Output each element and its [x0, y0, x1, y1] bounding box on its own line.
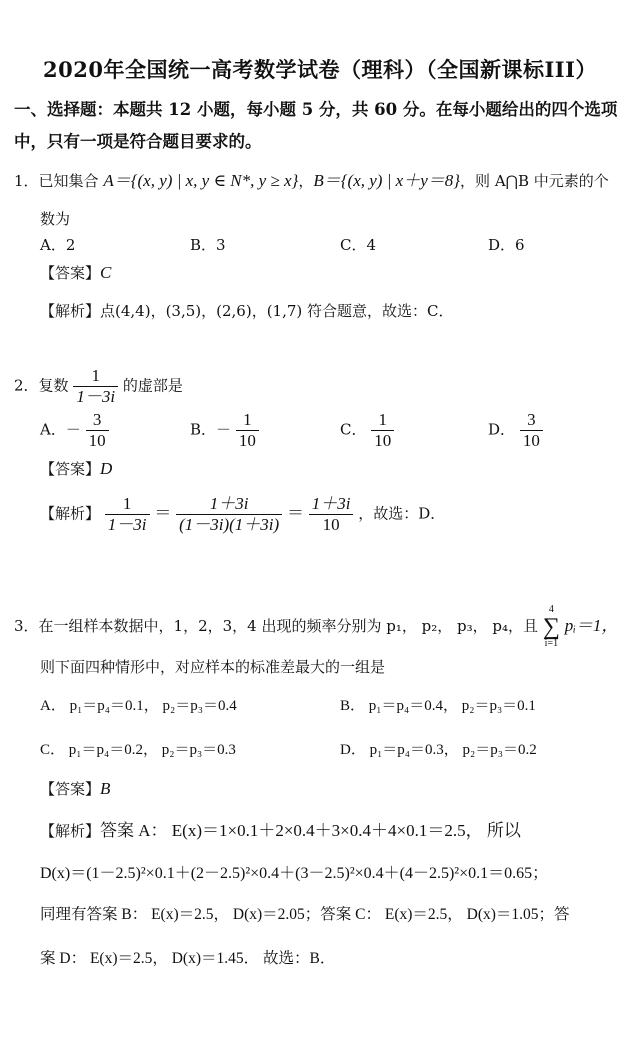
option-a: A．2 — [40, 236, 76, 254]
analysis-text: 答案 A： E(x)＝1×0.1＋2×0.4＋3×0.4＋4×0.1＝2.5， 所以 — [100, 821, 521, 840]
stem-text: ，则 A⋂B 中元素的个 — [460, 172, 609, 190]
analysis-line — [40, 300, 454, 321]
answer-label: 【答案】 — [40, 780, 101, 798]
option-b — [190, 410, 259, 451]
fraction-numerator: 3 — [86, 410, 109, 431]
question-1-stem-continued: 数为 — [40, 210, 71, 228]
summation-lower: i=1 — [544, 638, 559, 649]
fraction-numerator: 3 — [520, 410, 543, 431]
fraction-numerator: 1＋3i — [309, 494, 354, 515]
stem-text: 已知集合 — [38, 172, 99, 190]
analysis-line — [40, 816, 521, 841]
question-2-stem — [14, 366, 183, 407]
fraction-denominator: 10 — [238, 431, 256, 450]
option-d: D．6 — [488, 236, 525, 254]
analysis-line-2: D(x)＝(1－2.5)²×0.1＋(2－2.5)²×0.4＋(3－2.5)²×0.4＋(4－2.5)²×0.1＝0.65； — [40, 865, 549, 882]
analysis-label: 【解析】 — [40, 822, 101, 840]
stem-text: 在一组样本数据中，1，2，3，4 出现的频率分别为 p₁， p₂， p₃， p₄，且 — [38, 617, 539, 635]
option-label: D． — [488, 420, 516, 439]
question-number: 2． — [14, 376, 39, 395]
analysis-text: 点(4,4)，(3,5)，(2,6)，(1,7) 符合题意，故选：C． — [100, 302, 454, 320]
option-fraction — [371, 410, 394, 451]
option-c: C．4 — [340, 236, 377, 254]
set-a: A＝{(x, y) | x, y ∈ N*, y ≥ x} — [103, 171, 299, 190]
separator: ， — [298, 172, 314, 190]
fraction-denominator: 10 — [374, 431, 392, 450]
option-c: C． p₁＝p₄＝0.2， p₂＝p₃＝0.3 — [40, 742, 236, 758]
question-number: 1． — [14, 172, 39, 190]
answer-value: B — [100, 779, 111, 798]
analysis-line-4: 案 D： E(x)＝2.5， D(x)＝1.45． 故选：B． — [40, 950, 336, 967]
sigma: ∑ — [542, 614, 560, 640]
answer-value: C — [100, 263, 112, 282]
fraction-numerator: 1 — [371, 410, 394, 431]
question-3-stem — [14, 604, 618, 650]
complex-fraction — [73, 366, 118, 407]
question-1-stem — [14, 166, 609, 191]
analysis-fraction-3 — [309, 494, 354, 535]
question-3-stem-continued: 则下面四种情形中，对应样本的标准差最大的一组是 — [40, 658, 386, 676]
analysis-fraction-1 — [105, 494, 150, 535]
option-d — [488, 410, 543, 451]
fraction-numerator: 1 — [73, 366, 118, 387]
option-fraction — [520, 410, 543, 451]
analysis-label: 【解析】 — [40, 504, 101, 523]
analysis-tail: ，故选：D． — [358, 504, 446, 523]
option-b: B．3 — [190, 236, 226, 254]
fraction-numerator: 1 — [236, 410, 259, 431]
option-fraction — [236, 410, 259, 451]
analysis-line — [40, 494, 445, 535]
equals-sign: ＝ — [154, 503, 172, 523]
option-label: A．－ — [40, 420, 81, 439]
fraction-denominator: 1－3i — [107, 515, 147, 534]
option-label: B．－ — [190, 420, 232, 439]
answer-line — [40, 262, 111, 283]
page-title: 2020年全国统一高考数学试卷（理科）（全国新课标III） — [43, 57, 597, 82]
fraction-numerator: 1 — [105, 494, 150, 515]
fraction-numerator: 1＋3i — [176, 494, 282, 515]
analysis-line-3: 同理有答案 B： E(x)＝2.5， D(x)＝2.05；答案 C： E(x)＝2.5， D(x)＝1.05；答 — [40, 906, 570, 923]
section-heading-line-1: 一、选择题：本题共 12 小题，每小题 5 分，共 60 分。在每小题给出的四个选项 — [14, 100, 618, 119]
fraction-denominator: 10 — [322, 515, 340, 534]
fraction-denominator: 10 — [88, 431, 106, 450]
analysis-label: 【解析】 — [40, 302, 101, 320]
option-c — [340, 410, 394, 451]
option-a: A． p₁＝p₄＝0.1， p₂＝p₃＝0.4 — [40, 698, 237, 714]
stem-text: 复数 — [38, 376, 69, 395]
analysis-fraction-2 — [176, 494, 282, 535]
answer-value: D — [100, 459, 113, 478]
option-b: B． p₁＝p₄＝0.4， p₂＝p₃＝0.1 — [340, 698, 536, 714]
section-heading-line-2: 中，只有一项是符合题目要求的。 — [14, 132, 262, 151]
question-number: 3． — [14, 617, 39, 635]
summation-body: pᵢ＝1， — [564, 616, 619, 635]
summation-symbol — [543, 604, 560, 650]
option-d: D． p₁＝p₄＝0.3， p₂＝p₃＝0.2 — [340, 742, 537, 758]
stem-text: 的虚部是 — [122, 376, 183, 395]
option-fraction — [86, 410, 109, 451]
set-b: B＝{(x, y) | x＋y＝8} — [313, 171, 461, 190]
fraction-denominator: 1－3i — [76, 387, 116, 406]
equals-sign: ＝ — [286, 503, 304, 523]
answer-line — [40, 778, 110, 799]
answer-line — [40, 458, 112, 479]
option-label: C． — [340, 420, 367, 439]
fraction-denominator: 10 — [522, 431, 540, 450]
fraction-denominator: (1－3i)(1＋3i) — [179, 515, 280, 534]
answer-label: 【答案】 — [40, 460, 101, 478]
answer-label: 【答案】 — [40, 264, 101, 282]
summation-upper: 4 — [548, 604, 554, 615]
option-a — [40, 410, 109, 451]
